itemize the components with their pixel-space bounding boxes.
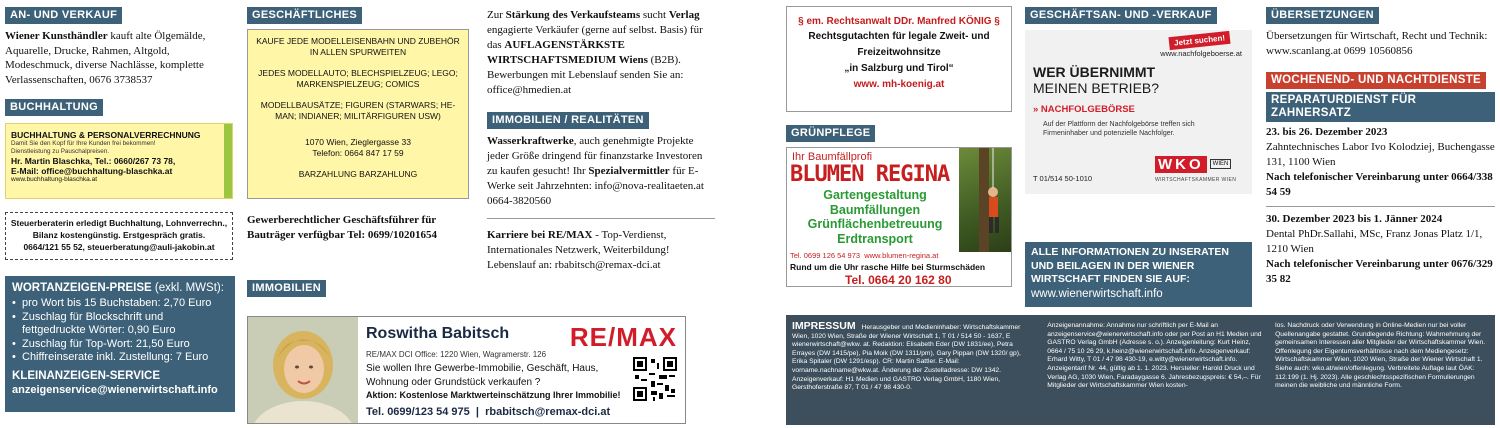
modellbahn-address: 1070 Wien, Zieglergasse 33 <box>305 137 411 147</box>
section-header-geschaeftsverkauf: GESCHÄFTSAN- UND -VERKAUF <box>1025 7 1217 24</box>
blumen-notice: Rund um die Uhr rasche Hilfe bei Sturmschäden <box>790 262 986 272</box>
modellbahn-barzahlung: BARZAHLUNG BARZAHLUNG <box>298 169 418 179</box>
green-corner <box>224 124 232 198</box>
service-item: Baumfällungen <box>829 202 921 217</box>
anwalt-title: § em. Rechtsanwalt DDr. Manfred KÖNIG § <box>798 16 1000 27</box>
section-header-wochenend: WOCHENEND- UND NACHTDIENSTE <box>1266 72 1486 89</box>
section-header-immobilien: IMMOBILIEN <box>247 280 326 297</box>
modellbahn-phone: Telefon: 0664 847 17 59 <box>312 148 404 158</box>
preise-title: WORTANZEIGEN-PREISE (exkl. MWSt): <box>12 282 224 294</box>
blaschka-title: BUCHHALTUNG & PERSONALVERRECHNUNG <box>11 130 201 140</box>
wko-wien: WIEN <box>1210 159 1232 169</box>
column-3 <box>487 0 715 273</box>
blumen-services <box>790 188 960 246</box>
blumen-name: BLUMEN REGINA <box>790 162 950 187</box>
service-title: KLEINANZEIGEN-SERVICE <box>12 369 161 382</box>
dienst1-tel: Nach telefonischer Vereinbarung unter 0664/338 54 59 <box>1266 171 1493 198</box>
verkaeufer-ad: Zur Stärkung des Verkaufsteams sucht Verlag engagierte Verkäufer (gerne auf selbst. Basis) für das AUFLAGENSTÄRKSTE WIRTSCHAFTSMEDIUM Wiens (B2B). Bewerbungen mit Lebenslauf senden Sie an: office@hmedien.at <box>487 9 703 96</box>
column-5 <box>1025 0 1252 307</box>
blaschka-line1: Damit Sie den Kopf für Ihre Kunden frei bekommen! <box>11 140 156 147</box>
steuer-line3: 0664/121 55 52, steuerberatung@auli-jakobin.at <box>23 242 215 252</box>
blumen-tel-web: Tel. 0699 126 54 973 www.blumen-regina.at <box>790 251 939 260</box>
service-email[interactable]: anzeigenservice@wienerwirtschaft.info <box>12 383 218 396</box>
impressum-col-1: IMPRESSUM Herausgeber und Medieninhaber: Wirtschaftskammer Wien, 1020 Wien, Straße der Wiener Wirtschaft 1, T 01 / 514 50 - 1637, E wienerwirtschaft@wkw. at. Redaktion: Elisabeth Eder (DW 1831/ee), Petra Errayes (DW 1415/pe), Pia Moik (DW 1311/pm), Gary Pippan (DW 1320/ gp), Erika Spitaler (DW 1291/esp). CR: Martin Sattler. E-Mail: vorname.nachname@wkw.at. Änderung der Zustelladresse: DW 1342. Anzeigenverkauf: H1 Medien und GASTRO Verlag GmbH, 1180 Wien, Gersthoferstraße 87, T 01 / 47 98 430-0. <box>792 320 1021 392</box>
wko-letters: WKO <box>1155 156 1207 173</box>
remax-contact[interactable]: Tel. 0699/123 54 975 | rbabitsch@remax-dci.at <box>366 406 611 418</box>
steuer-line2: Bilanz kostengünstig. Erstgespräch gratis. <box>32 230 206 240</box>
blaschka-phone: Hr. Martin Blaschka, Tel.: 0660/267 73 78, <box>11 156 176 166</box>
column-2 <box>247 0 470 297</box>
anwalt-ad <box>786 6 1012 112</box>
nachfolge-desc: Auf der Plattform der Nachfolgebörse treffen sich Firmeninhaber und potenzielle Nachfolger. <box>1043 121 1195 137</box>
kunsthaendler-ad: Wiener Kunsthändler kauft alte Ölgemälde, Aquarelle, Drucke, Rahmen, Altgold, Modeschmuck, diverse Nachlässe, komplette Verlassenschaften, 0676 3738537 <box>5 30 206 86</box>
service-item: Grünflächenbetreuung <box>807 217 943 231</box>
section-header-buchhaltung: BUCHHALTUNG <box>5 99 103 116</box>
anwalt-line2: „in Salzburg und Tirol“ <box>844 63 954 74</box>
blumen-tel: Tel. 0664 20 162 80 <box>845 273 952 287</box>
wko-logo <box>1155 154 1231 174</box>
dienst2-tel: Nach telefonischer Vereinbarung unter 0676/329 35 82 <box>1266 258 1493 285</box>
nachfolge-brand: » NACHFOLGEBÖRSE <box>1033 104 1135 115</box>
column-4 <box>786 0 1012 287</box>
modellbahn-ad <box>247 29 469 199</box>
steuer-line1: Steuerberaterin erledigt Buchhaltung, Lohnverrechn., <box>10 218 228 228</box>
section-header-reparaturdienst: REPARATURDIENST FÜR ZAHNERSATZ <box>1266 92 1495 122</box>
preis-item: • pro Wort bis 15 Buchstaben: 2,70 Euro <box>12 297 212 309</box>
dienst-1 <box>1266 125 1495 200</box>
blaschka-ad <box>5 123 233 199</box>
section-header-uebersetzungen: ÜBERSETZUNGEN <box>1266 7 1379 24</box>
nachfolge-phone: T 01/514 50-1010 <box>1033 174 1093 183</box>
dienst2-date: 30. Dezember 2023 bis 1. Jänner 2024 <box>1266 213 1443 225</box>
jetzt-suchen-badge[interactable]: Jetzt suchen! <box>1168 31 1230 50</box>
wko-sub: WIRTSCHAFTSKAMMER WIEN <box>1155 177 1237 183</box>
karriere-ad: Karriere bei RE/MAX - Top-Verdienst, Internationales Netzwerk, Weiterbildung! Lebenslauf an: rbabitsch@remax-dci.at <box>487 229 670 271</box>
preise-box <box>5 276 235 412</box>
tree-climber-photo <box>959 148 1011 252</box>
remax-office: RE/MAX DCI Office: 1220 Wien, Wagramerstr. 126 <box>366 350 547 359</box>
headline-1: WER ÜBERNIMMT <box>1033 64 1156 80</box>
anwalt-url[interactable]: www. mh-koenig.at <box>853 79 945 90</box>
impressum-col-2: Anzeigenannahme: Annahme nur schriftlich per E-Mail an anzeigenservice@wienerwirtschaft.info oder per Post an H1 Medien und GASTRO Verlag GmbH (Adresse s. o.). Anzeigenleitung: Kurt Heinz, 0664 / 75 10 26 29, k.heinz@wienerwirtschaft.info. Anzeigenverkauf: Erhard Witty, T 01 / 47 98 430-19, e.witty@wienerwirtschaft.info. Anzeigentarif Nr. 44, gültig ab 1. 1. 2023. Hersteller: Harold Druck und Verlag AG, 1030 Wien, Faradaygasse 6. Jahresbezugspreis: € 54,–. Für Mitglieder der Wirtschaftskammer Wien kosten- <box>1047 322 1262 390</box>
column-6 <box>1266 0 1495 287</box>
headline-2: MEINEN BETRIEB? <box>1033 80 1160 96</box>
wasserkraft-ad: Wasserkraftwerke, auch genehmigte Projekte jeder Größe dringend für finanzstarke Investoren zu kaufen gesucht! Ihr Spezialvermittler für E-Werke seit Jahrzehnten: info@nova-realitaeten.at 0664-3820560 <box>487 135 704 207</box>
anwalt-line1: Rechtsgutachten für legale Zweit- und Freizeitwohnsitze <box>808 31 990 58</box>
dienst2-place: Dental PhDr.Sallahi, MSc, Franz Jonas Platz 1/1, 1210 Wien <box>1266 228 1483 255</box>
info-text: ALLE INFORMATIONEN ZU INSERATEN UND BEILAGEN IN DER WIENER WIRTSCHAFT FINDEN SIE AUF: <box>1031 246 1229 285</box>
blaschka-web: www.buchhaltung-blaschka.at <box>11 176 97 183</box>
impressum-box <box>786 315 1495 425</box>
remax-logo: RE/MAX <box>569 322 677 352</box>
info-box <box>1025 242 1252 307</box>
gewerbe-ad: Gewerberechtlicher Geschäftsführer für Bauträger verfügbar Tel: 0699/10201654 <box>247 214 437 241</box>
remax-text1: Sie wollen Ihre Gewerbe-Immobilie, Geschäft, Haus, Wohnung oder Grundstück verkaufen ? <box>366 363 599 388</box>
modellbahn-line: KAUFE JEDE MODELLEISENBAHN UND ZUBEHÖR IN ALLEN SPURWEITEN <box>256 36 460 57</box>
service-item: Gartengestaltung <box>823 188 927 202</box>
section-header-geschaeftliches: GESCHÄFTLICHES <box>247 7 362 24</box>
preis-item: • Zuschlag für Top-Wort: 21,50 Euro <box>12 337 190 350</box>
section-header-immobilien-realitaeten: IMMOBILIEN / REALITÄTEN <box>487 112 649 129</box>
impressum-title: IMPRESSUM <box>792 320 856 332</box>
service-item: Erdtransport <box>837 231 913 246</box>
section-header-gruenpflege: GRÜNPFLEGE <box>786 125 875 142</box>
remax-ad <box>247 316 686 424</box>
modellbahn-line: JEDES MODELLAUTO; BLECHSPIELZEUG; LEGO; MARKENSPIELZEUG; COMICS <box>258 68 458 89</box>
preis-item: • Zuschlag für Blockschrift und fettgedruckte Wörter: 0,90 Euro <box>12 310 176 336</box>
impressum-col-3: los. Nachdruck oder Verwendung in Online-Medien nur bei voller Quellenangabe gestattet. Grundlegende Richtung: Wahrnehmung der gemeinsamen Interessen aller Mitglieder der Wirtschaftskammer Wien. Offenlegung der Eigentumsverhältnisse nach dem Mediengesetz: Wirtschaftskammer Wien, 1020 Wien, Straße der Wiener Wirtschaft 1. Siehe auch: wko.at/wien/offenlegung. Verbreitete Auflage laut ÖAK: 112.199 (1. Hj. 2023). Alle geschlechtsspezifischen Formulierungen meinen die weibliche und männliche Form. <box>1275 322 1486 390</box>
blumen-sub: Ihr Baumfällprofi <box>792 151 873 163</box>
agent-name: Roswitha Babitsch <box>366 325 510 342</box>
divider <box>1266 206 1495 207</box>
qr-code-icon[interactable] <box>633 357 677 401</box>
blumen-regina-ad <box>786 147 1012 287</box>
column-1 <box>5 0 235 412</box>
dienst-2 <box>1266 212 1495 287</box>
nachfolge-url[interactable]: www.nachfolgeboerse.at <box>1160 49 1242 58</box>
modellbahn-line: MODELLBAUSÄTZE; FIGUREN (STARWARS; HE-MAN; INDIANER; MILITÄRFIGUREN USW) <box>260 100 456 121</box>
nachfolgeboerse-ad <box>1025 30 1252 194</box>
divider <box>487 218 715 219</box>
blaschka-line2: Dienstleistung zu Pauschalpreisen. <box>11 148 110 155</box>
preise-list <box>12 297 228 365</box>
steuerberaterin-ad <box>5 212 233 260</box>
info-url[interactable]: www.wienerwirtschaft.info <box>1031 287 1163 300</box>
dienst1-date: 23. bis 26. Dezember 2023 <box>1266 126 1388 138</box>
preis-item: • Chiffreinserate inkl. Zustellung: 7 Euro <box>12 351 209 363</box>
dienst1-place: Zahntechnisches Labor Ivo Kolodziej, Buchengasse 131, 1100 Wien <box>1266 141 1495 168</box>
agent-portrait <box>248 317 358 424</box>
uebersetzungen-ad: Übersetzungen für Wirtschaft, Recht und Technik: www.scanlang.at 0699 10560856 <box>1266 30 1488 57</box>
section-header-an-verkauf: AN- UND VERKAUF <box>5 7 122 24</box>
remax-text2: Aktion: Kostenlose Marktwerteinschätzung Ihrer Immobilie! <box>366 390 621 400</box>
blaschka-email: E-Mail: office@buchhaltung-blaschka.at <box>11 166 173 176</box>
agent-photo <box>248 317 358 424</box>
